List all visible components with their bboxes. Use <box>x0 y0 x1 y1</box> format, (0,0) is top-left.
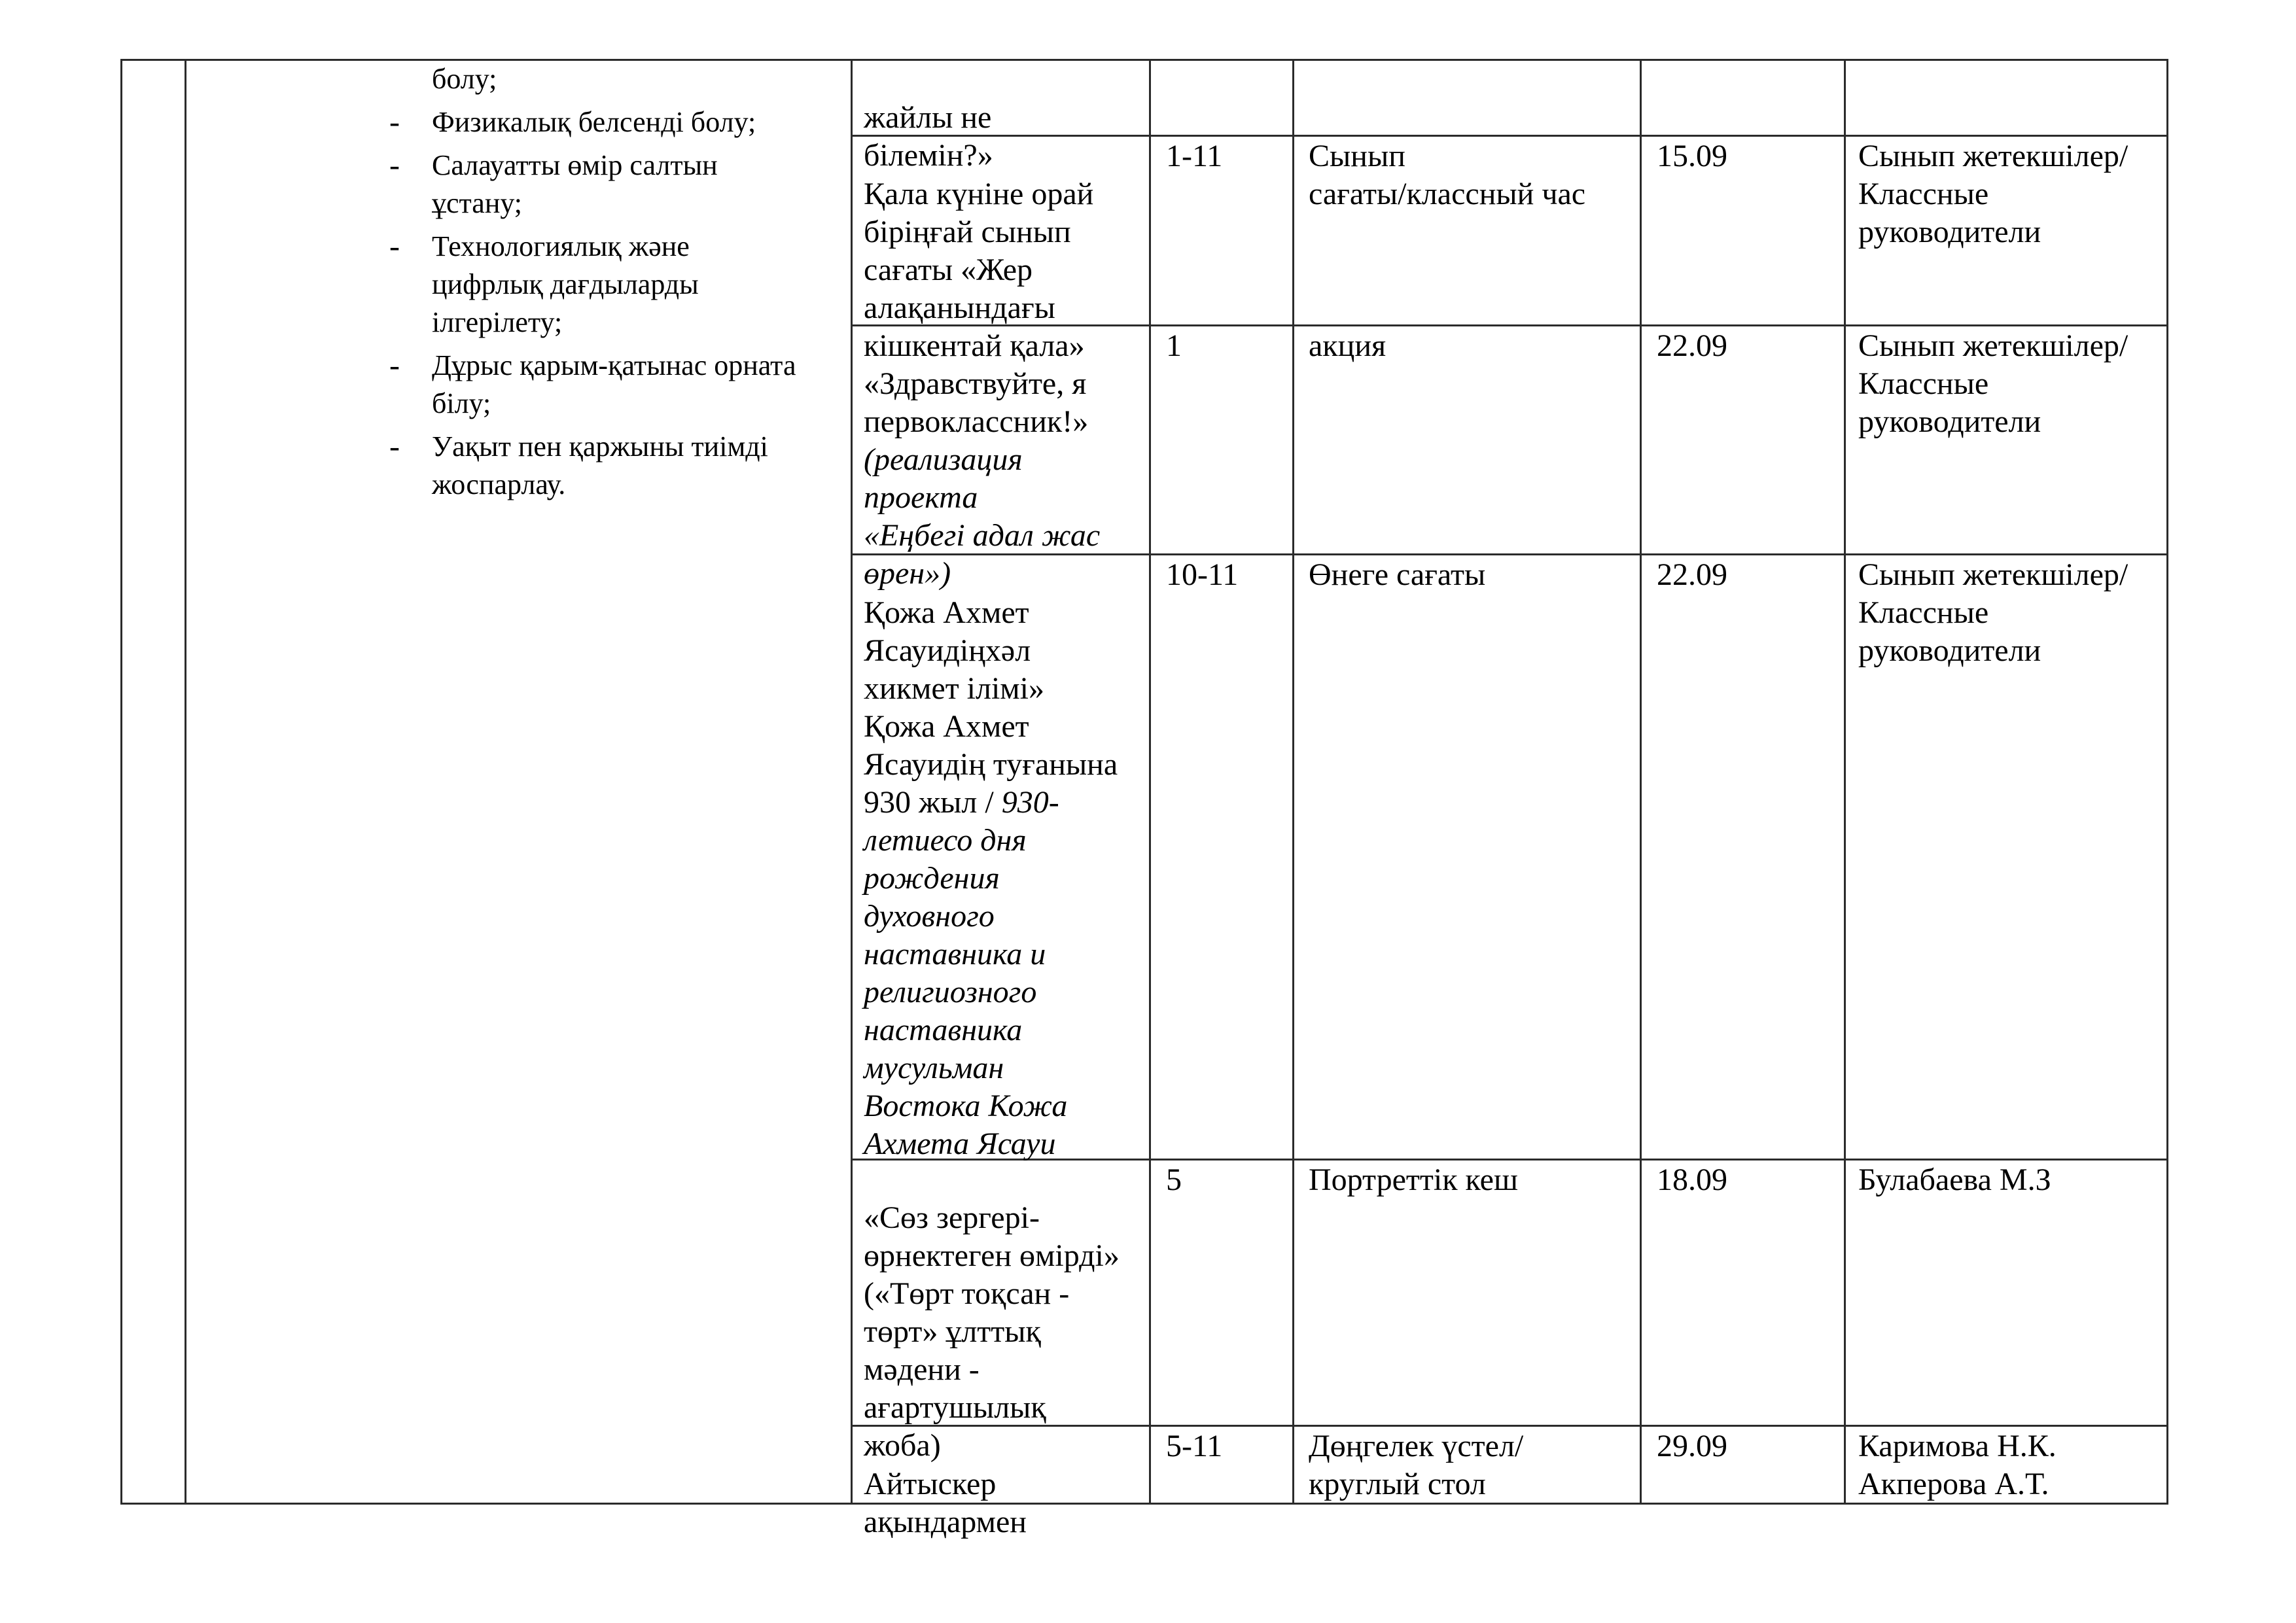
goal-text: Салауатты өмір салтын ұстану; <box>432 149 718 219</box>
goal-text: Технологиялық және цифрлық дағдыларды ілгерілету; <box>432 230 699 338</box>
event-title: жайлы не білемін?» <box>864 100 993 173</box>
event-cell <box>864 1427 1145 1541</box>
grade-cell: 1 <box>1166 328 1182 363</box>
date-cell: 18.09 <box>1657 1162 1727 1197</box>
form-cell: Дөңгелек үстел/ круглый стол <box>1309 1429 1524 1501</box>
bullet-dash: - <box>389 229 400 264</box>
event-cell <box>864 1161 1145 1465</box>
goal-text: Дұрыс қарым-қатынас орната білу; <box>432 349 796 419</box>
grade-cell: 1-11 <box>1166 139 1223 173</box>
goal-text: Уақыт пен қаржыны тиімді жоспарлау. <box>432 430 768 500</box>
event-note: (реализация проекта «Еңбегі адал жас өрен») <box>864 442 1101 591</box>
event-cell <box>864 556 1145 1163</box>
form-cell: акция <box>1309 328 1386 363</box>
goal-item <box>389 147 834 222</box>
goal-continuation <box>389 60 834 98</box>
grade-cell: 5-11 <box>1166 1429 1223 1463</box>
event-title: Айтыскер ақындармен <box>864 1467 1027 1539</box>
responsible-cell: Сынып жетекшілер/ Классные руководители <box>1858 139 2128 249</box>
date-cell: 22.09 <box>1657 328 1727 363</box>
date-cell: 15.09 <box>1657 139 1727 173</box>
goal-item <box>389 228 834 341</box>
column-divider-6 <box>1844 59 1846 1505</box>
table-right-border <box>2166 59 2168 1505</box>
event-title: «Сөз зергері- өрнектеген өмірді» («Төрт тоқсан - төрт» ұлттық мәдени - ағартушылық жоба) <box>864 1200 1120 1463</box>
goal-item <box>389 428 834 504</box>
event-title: «Здравствуйте, я первоклассник!» <box>864 366 1089 439</box>
column-divider-5 <box>1640 59 1642 1505</box>
event-cell <box>864 327 1145 593</box>
responsible-cell: Булабаева М.З <box>1858 1162 2051 1197</box>
column-divider-4 <box>1292 59 1294 1505</box>
bullet-dash: - <box>389 429 400 464</box>
form-cell: Өнеге сағаты <box>1309 557 1486 592</box>
event-title: Қожа Ахмет Ясауидіңхәл хикмет ілімі» Қожа Ахмет Ясауидің туғанына 930 жыл / <box>864 595 1118 820</box>
responsible-cell: Каримова Н.К. Акперова А.Т. <box>1858 1429 2057 1501</box>
bullet-dash: - <box>389 105 400 139</box>
grade-cell: 10-11 <box>1166 557 1239 592</box>
goal-text: болу; <box>432 63 497 95</box>
column-divider-3 <box>1149 59 1151 1505</box>
table-left-border <box>120 59 122 1505</box>
goal-item <box>389 347 834 423</box>
form-cell: Сынып сағаты/классный час <box>1309 139 1586 211</box>
column-divider-1 <box>185 59 186 1505</box>
date-cell: 22.09 <box>1657 557 1727 592</box>
bullet-dash: - <box>389 348 400 383</box>
date-cell: 29.09 <box>1657 1429 1727 1463</box>
column-divider-2 <box>851 59 853 1505</box>
goals-list <box>389 60 834 504</box>
responsible-cell: Сынып жетекшілер/ Классные руководители <box>1858 328 2128 439</box>
goal-text: Физикалық белсенді болу; <box>432 106 756 138</box>
form-cell: Портреттік кеш <box>1309 1162 1518 1197</box>
event-title: Қала күніне орай біріңғай сынып сағаты «Жер алақанындағы кішкентай қала» <box>864 177 1094 363</box>
bullet-dash: - <box>389 148 400 183</box>
grade-cell: 5 <box>1166 1162 1182 1197</box>
event-note: 930- летиесо дня рождения духовного наставника и религиозного наставника мусульман Востока Кожа Ахмета Ясауи <box>864 785 1068 1161</box>
responsible-cell: Сынып жетекшілер/ Классные руководители <box>1858 557 2128 668</box>
goal-item <box>389 103 834 141</box>
